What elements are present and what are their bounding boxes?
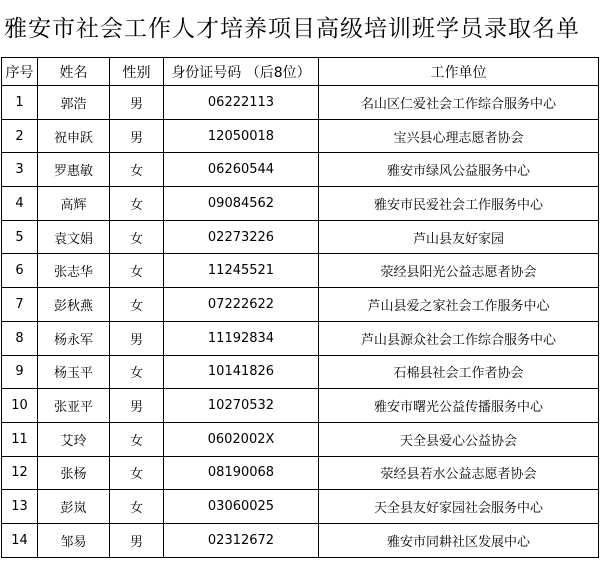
cell-id: 10141826 (164, 355, 319, 389)
cell-name: 邹易 (38, 523, 110, 557)
cell-org: 荥经县若水公益志愿者协会 (319, 456, 599, 490)
cell-id: 11245521 (164, 254, 319, 288)
cell-name: 张亚平 (38, 389, 110, 423)
cell-gender: 女 (110, 187, 164, 221)
cell-gender: 女 (110, 220, 164, 254)
cell-name: 袁文娟 (38, 220, 110, 254)
cell-seq: 4 (2, 187, 38, 221)
cell-name: 张志华 (38, 254, 110, 288)
cell-name: 杨永军 (38, 321, 110, 355)
enrollment-table (1, 57, 599, 558)
table-row (2, 220, 599, 254)
cell-seq: 1 (2, 86, 38, 120)
page-title: 雅安市社会工作人才培养项目高级培训班学员录取名单 (4, 16, 580, 42)
cell-id: 12050018 (164, 119, 319, 153)
table-row (2, 288, 599, 322)
cell-id: 09084562 (164, 187, 319, 221)
cell-gender: 男 (110, 389, 164, 423)
cell-gender: 女 (110, 355, 164, 389)
cell-seq: 13 (2, 490, 38, 524)
table-row (2, 86, 599, 120)
cell-seq: 5 (2, 220, 38, 254)
table-row (2, 490, 599, 524)
cell-name: 张杨 (38, 456, 110, 490)
cell-name: 祝申跃 (38, 119, 110, 153)
cell-gender: 女 (110, 456, 164, 490)
cell-name: 彭岚 (38, 490, 110, 524)
cell-org: 天全县爱心公益协会 (319, 422, 599, 456)
cell-id: 03060025 (164, 490, 319, 524)
cell-id: 0602002X (164, 422, 319, 456)
header-id: 身份证号码 （后8位） (164, 58, 319, 86)
cell-org: 雅安市民爱社会工作服务中心 (319, 187, 599, 221)
cell-name: 罗惠敏 (38, 153, 110, 187)
cell-gender: 女 (110, 153, 164, 187)
table-row (2, 119, 599, 153)
cell-org: 雅安市绿风公益服务中心 (319, 153, 599, 187)
cell-gender: 男 (110, 119, 164, 153)
table-row (2, 355, 599, 389)
cell-id: 02273226 (164, 220, 319, 254)
cell-gender: 女 (110, 288, 164, 322)
cell-seq: 11 (2, 422, 38, 456)
cell-id: 06222113 (164, 86, 319, 120)
cell-id: 06260544 (164, 153, 319, 187)
header-seq: 序号 (2, 58, 38, 86)
table-row (2, 456, 599, 490)
table-row (2, 389, 599, 423)
cell-gender: 女 (110, 490, 164, 524)
cell-seq: 3 (2, 153, 38, 187)
cell-id: 07222622 (164, 288, 319, 322)
table-row (2, 153, 599, 187)
cell-id: 08190068 (164, 456, 319, 490)
cell-org: 雅安市曙光公益传播服务中心 (319, 389, 599, 423)
cell-seq: 6 (2, 254, 38, 288)
cell-name: 艾玲 (38, 422, 110, 456)
cell-seq: 12 (2, 456, 38, 490)
table-row (2, 422, 599, 456)
cell-id: 10270532 (164, 389, 319, 423)
cell-seq: 2 (2, 119, 38, 153)
table-row (2, 254, 599, 288)
cell-id: 11192834 (164, 321, 319, 355)
cell-org: 芦山县爱之家社会工作服务中心 (319, 288, 599, 322)
cell-name: 杨玉平 (38, 355, 110, 389)
cell-seq: 14 (2, 523, 38, 557)
cell-org: 芦山县友好家园 (319, 220, 599, 254)
cell-org: 天全县友好家园社会服务中心 (319, 490, 599, 524)
cell-gender: 女 (110, 254, 164, 288)
cell-org: 荥经县阳光公益志愿者协会 (319, 254, 599, 288)
cell-seq: 7 (2, 288, 38, 322)
cell-name: 彭秋燕 (38, 288, 110, 322)
cell-seq: 8 (2, 321, 38, 355)
cell-org: 石棉县社会工作者协会 (319, 355, 599, 389)
cell-org: 名山区仁爱社会工作综合服务中心 (319, 86, 599, 120)
cell-gender: 男 (110, 86, 164, 120)
table-row (2, 187, 599, 221)
cell-name: 郭浩 (38, 86, 110, 120)
header-gender: 性别 (110, 58, 164, 86)
cell-org: 宝兴县心理志愿者协会 (319, 119, 599, 153)
cell-seq: 9 (2, 355, 38, 389)
cell-gender: 男 (110, 523, 164, 557)
cell-org: 雅安市同耕社区发展中心 (319, 523, 599, 557)
table-row (2, 523, 599, 557)
cell-name: 高辉 (38, 187, 110, 221)
table-row (2, 321, 599, 355)
header-name: 姓名 (38, 58, 110, 86)
cell-gender: 女 (110, 422, 164, 456)
cell-seq: 10 (2, 389, 38, 423)
cell-id: 02312672 (164, 523, 319, 557)
header-org: 工作单位 (319, 58, 599, 86)
cell-gender: 男 (110, 321, 164, 355)
cell-org: 芦山县源众社会工作综合服务中心 (319, 321, 599, 355)
table-header-row (2, 58, 599, 86)
